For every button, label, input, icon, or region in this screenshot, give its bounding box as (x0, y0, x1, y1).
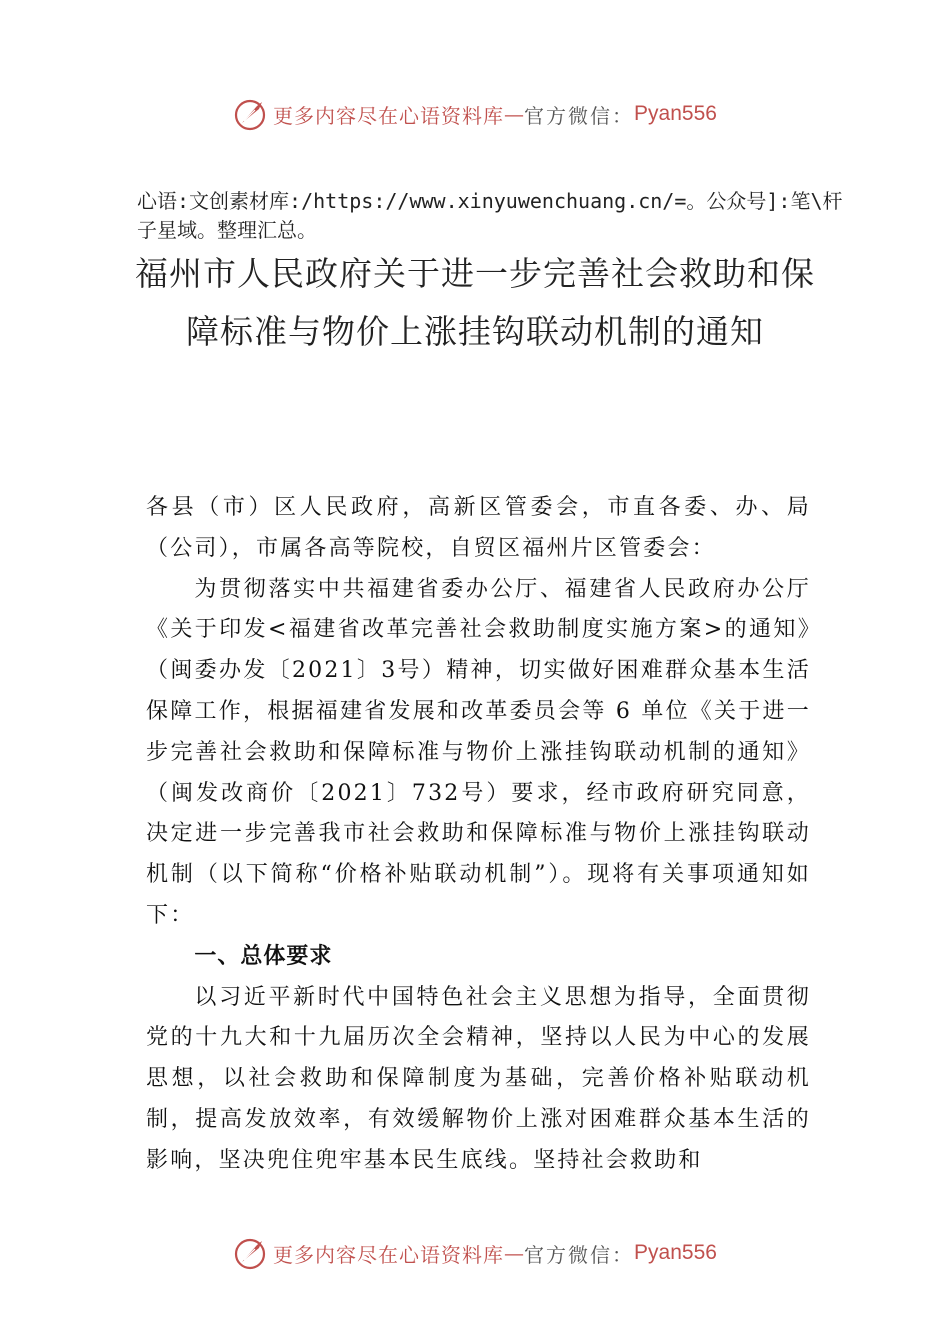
watermark-wechat-id: Pyan556 (634, 1241, 717, 1264)
watermark-dash: — (504, 102, 525, 126)
watermark-wechat-label: 官方微信： (524, 103, 635, 128)
source-line: 心语:文创素材库:/https://www.xinyuwenchuang.cn/=。公众号]:笔\杆子星域。整理汇总。 (137, 189, 843, 242)
footer-watermark (0, 1233, 950, 1273)
header-watermark (0, 94, 950, 134)
addressee: 各县（市）区人民政府，高新区管委会，市直各委、办、局（公司），市属各高等院校，自贸区福州片区管委会： (146, 495, 811, 561)
paragraph-section-1: 以习近平新时代中国特色社会主义思想为指导，全面贯彻党的十九大和十九届历次全会精神，坚持以人民为中心的发展思想，以社会救助和保障制度为基础，完善价格补贴联动机制，提高发放效率，有效缓解物价上涨对困难群众基本生活的影响，坚决兜住兜牢基本民生底线。坚持社会救助和 (146, 984, 811, 1173)
watermark-dash: — (504, 1241, 525, 1265)
document-body (146, 488, 811, 1182)
pen-nib-logo-icon (233, 1235, 269, 1271)
watermark-brand-text: 更多内容尽在心语资料库 (273, 103, 505, 128)
watermark-wechat-id: Pyan556 (634, 102, 717, 125)
paragraph-intro: 为贯彻落实中共福建省委办公厅、福建省人民政府办公厅《关于印发<福建省改革完善社会救助制度实施方案>的通知》（闽委办发〔2021〕3号）精神，切实做好困难群众基本生活保障工作，根据福建省发展和改革委员会等 6 单位《关于进一步完善社会救助和保障标准与物价上涨挂钩联动机制的通知》（闽发改商价〔2021〕732号）要求，经市政府研究同意，决定进一步完善我市社会救助和保障标准与物价上涨挂钩联动机制（以下简称“价格补贴联动机制”）。现将有关事项通知如下： (146, 576, 811, 928)
section-heading: 一、总体要求 (194, 943, 333, 969)
document-title: 福州市人民政府关于进一步完善社会救助和保障标准与物价上涨挂钩联动机制的通知 (135, 254, 815, 351)
watermark-brand-text: 更多内容尽在心语资料库 (273, 1242, 505, 1267)
pen-nib-logo-icon (233, 96, 269, 132)
watermark-wechat-label: 官方微信： (524, 1242, 635, 1267)
